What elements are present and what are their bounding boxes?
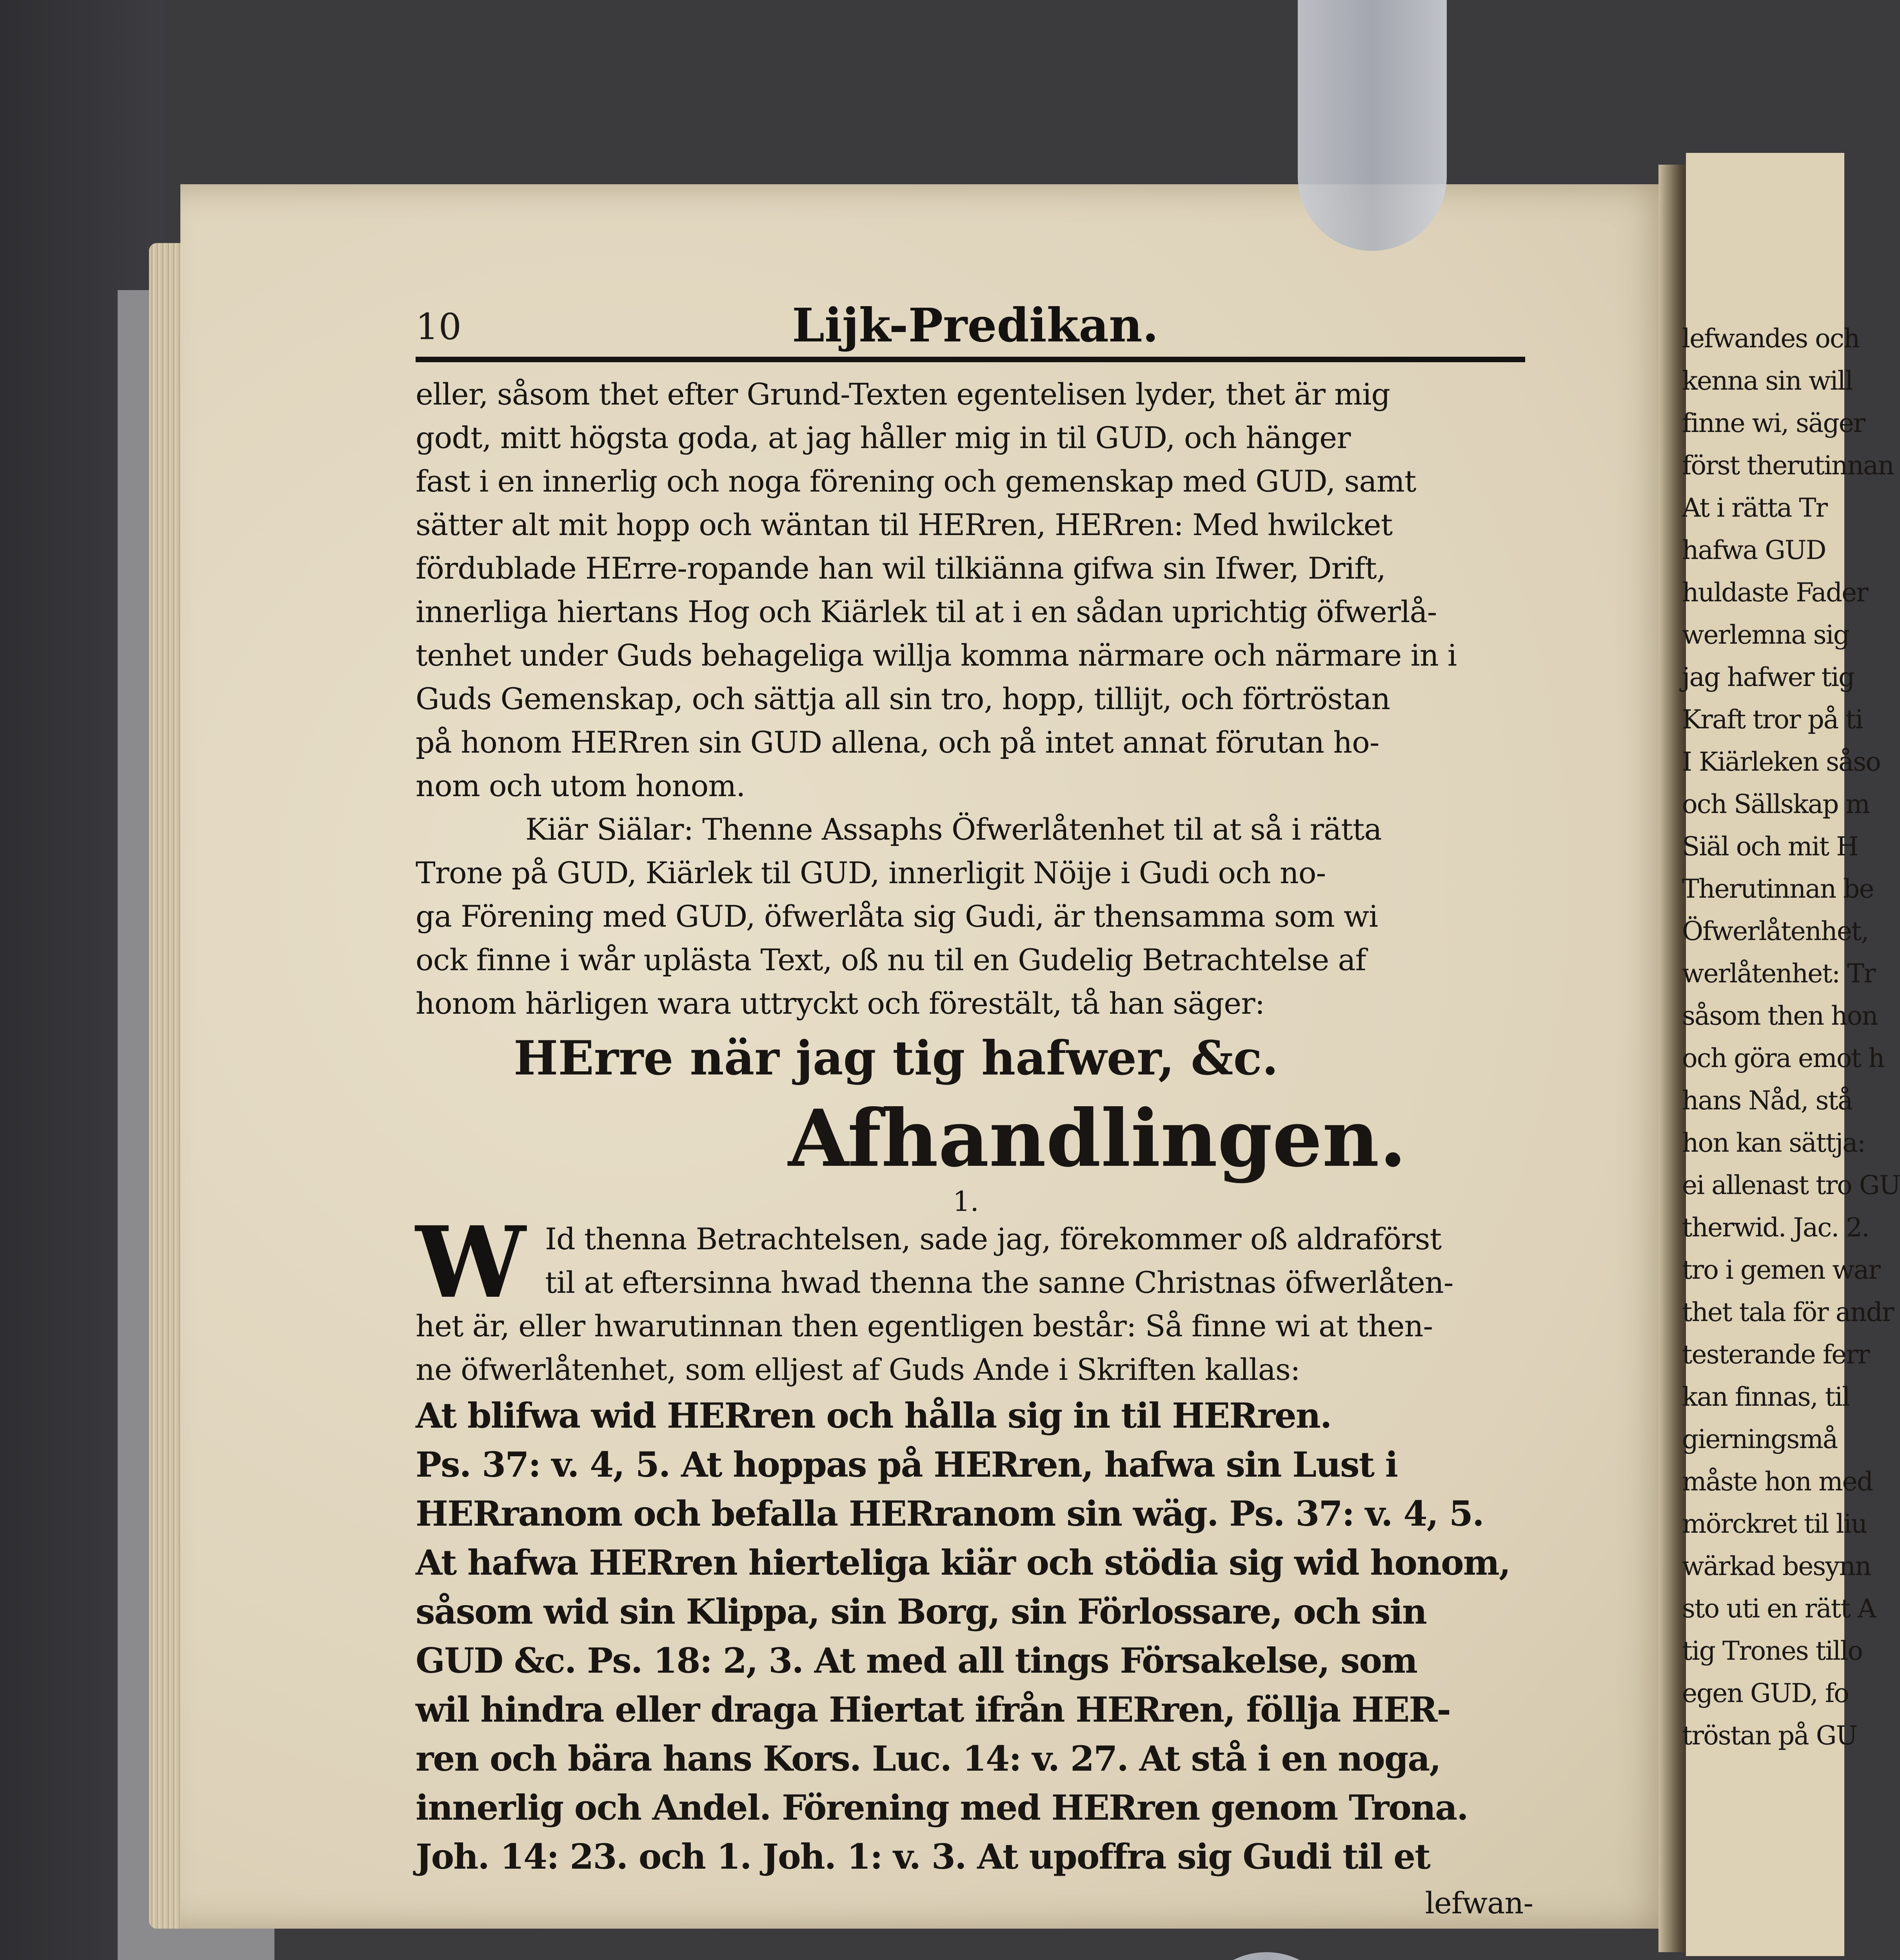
text-line: I Kiärleken såso [1682, 747, 1880, 777]
text-line: HERranom och befalla HERranom sin wäg. Ps. 37: v. 4, 5. [416, 1493, 1484, 1534]
page-clip-top [1298, 0, 1447, 251]
drop-cap: W [416, 1205, 526, 1320]
text-line: godt, mitt högsta goda, at jag håller mig in til GUD, och hänger [416, 420, 1351, 455]
paragraph-2 [416, 808, 1533, 1025]
catchword: lefwan- [1425, 1886, 1533, 1920]
text-line: Kiär Siälar: Thenne Assaphs Öfwerlåtenhet til at så i rätta [525, 812, 1382, 847]
text-line: kenna sin will [1682, 366, 1853, 396]
main-text [416, 372, 1533, 1925]
text-line: At blifwa wid HERren och hålla sig in til HERren. [416, 1395, 1331, 1436]
text-quote: HErre när jag tig hafwer, &c. [514, 1031, 1279, 1086]
text-line: til at eftersinna hwad thenna the sanne Christnas öfwerlåten- [545, 1265, 1453, 1300]
text-line: Öfwerlåtenhet, [1682, 916, 1869, 946]
text-line: eller, såsom thet efter Grund-Texten egentelisen lyder, thet är mig [416, 377, 1390, 412]
text-line: innerlig och Andel. Förening med HERren genom Trona. [416, 1787, 1468, 1828]
text-line: werlåtenhet: Tr [1682, 958, 1875, 989]
text-line: wärkad besynn [1682, 1551, 1871, 1581]
text-line: tenhet under Guds behageliga willja komma närmare och närmare in i [416, 638, 1457, 673]
text-line: ga Förening med GUD, öfwerlåta sig Gudi, är thensamma som wi [416, 899, 1378, 934]
page-clip-bottom [1192, 1952, 1341, 1960]
text-line: werlemna sig [1682, 620, 1849, 650]
text-line: wil hindra eller draga Hiertat ifrån HERren, föllja HER- [416, 1689, 1451, 1730]
text-line: hon kan sättja: [1682, 1128, 1865, 1158]
text-line: ock finne i wår uplästa Text, oß nu til en Gudelig Betrachtelse af [416, 942, 1366, 977]
page-number: 10 [416, 306, 462, 348]
paragraph-1 [416, 372, 1533, 808]
text-line: kan finnas, til [1682, 1382, 1850, 1412]
text-line: sätter alt mit hopp och wäntan til HERren, HERren: Med hwilcket [416, 507, 1393, 542]
text-line: måste hon med [1682, 1466, 1873, 1497]
text-line: finne wi, säger [1682, 408, 1865, 438]
text-line: fördublade HErre-ropande han wil tilkiänna gifwa sin Ifwer, Drift, [416, 551, 1386, 586]
text-line: innerliga hiertans Hog och Kiärlek til at i en sådan uprichtig öfwerlå- [416, 594, 1437, 629]
section-title: Afhandlingen. [788, 1093, 1407, 1185]
text-line: gierningsmå [1682, 1424, 1838, 1454]
text-line: sto uti en rätt A [1682, 1593, 1876, 1624]
right-page-text [1682, 318, 1900, 1757]
text-line: ne öfwerlåtenhet, som elljest af Guds Ande i Skriften kallas: [416, 1352, 1300, 1387]
text-line: egen GUD, fo [1682, 1678, 1849, 1708]
text-line: tro i gemen war [1682, 1255, 1880, 1285]
text-line: fast i en innerlig och noga förening och gemenskap med GUD, samt [416, 464, 1416, 499]
text-line: såsom then hon [1682, 1001, 1878, 1031]
text-line: At hafwa HERren hierteliga kiär och stödia sig wid honom, [416, 1542, 1510, 1583]
text-line: mörckret til liu [1682, 1509, 1867, 1539]
header-rule [416, 357, 1525, 362]
text-line: nom och utom honom. [416, 768, 745, 803]
paragraph-3-large [416, 1391, 1533, 1881]
text-line: thet tala för andr [1682, 1297, 1894, 1327]
text-line: therwid. Jac. 2. [1682, 1212, 1869, 1243]
running-title: Lijk-Predikan. [792, 298, 1159, 352]
text-line: het är, eller hwarutinnan then egentligen består: Så finne wi at then- [416, 1308, 1433, 1343]
running-head [416, 298, 1529, 365]
text-line: huldaste Fader [1682, 577, 1868, 608]
text-line: lefwandes och [1682, 323, 1860, 354]
text-line: GUD &c. Ps. 18: 2, 3. At med all tings Försakelse, som [416, 1640, 1417, 1681]
text-line: hafwa GUD [1682, 535, 1826, 565]
text-line: ren och bära hans Kors. Luc. 14: v. 27. At stå i en noga, [416, 1738, 1440, 1779]
text-line: såsom wid sin Klippa, sin Borg, sin Förlossare, och sin [416, 1591, 1427, 1632]
text-line: Kraft tror på ti [1682, 704, 1863, 735]
text-line: Ps. 37: v. 4, 5. At hoppas på HERren, hafwa sin Lust i [416, 1444, 1398, 1485]
paragraph-3-first-lines [416, 1217, 1533, 1304]
text-line: Id thenna Betrachtelsen, sade jag, förekommer oß aldraförst [545, 1221, 1442, 1256]
text-line: At i rätta Tr [1682, 493, 1827, 523]
text-line: på honom HERren sin GUD allena, och på intet annat förutan ho- [416, 725, 1379, 760]
text-line: Guds Gemenskap, och sättja all sin tro, hopp, tillijt, och förtröstan [416, 681, 1390, 716]
text-line: honom härligen wara uttryckt och förestält, tå han säger: [416, 986, 1265, 1021]
text-line: testerande ferr [1682, 1339, 1869, 1370]
text-line: och göra emot h [1682, 1043, 1884, 1073]
paragraph-3 [416, 1304, 1533, 1391]
text-line: Siäl och mit H [1682, 831, 1858, 862]
text-line: Trone på GUD, Kiärlek til GUD, innerligit Nöije i Gudi och no- [416, 855, 1326, 890]
paragraph-3-opening [416, 1205, 1533, 1320]
text-line: tig Trones tillo [1682, 1636, 1863, 1666]
text-line: hans Nåd, stå [1682, 1085, 1853, 1116]
section-number: 1. [953, 1185, 979, 1218]
text-line: först therutinnan [1682, 450, 1894, 481]
text-line: jag hafwer tig [1682, 662, 1855, 692]
text-line: Therutinnan be [1682, 874, 1874, 904]
text-line: ei allenast tro GU [1682, 1170, 1900, 1200]
text-line: och Sällskap m [1682, 789, 1869, 819]
text-line: tröstan på GU [1682, 1720, 1857, 1751]
text-line: Joh. 14: 23. och 1. Joh. 1: v. 3. At upoffra sig Gudi til et [416, 1836, 1430, 1877]
